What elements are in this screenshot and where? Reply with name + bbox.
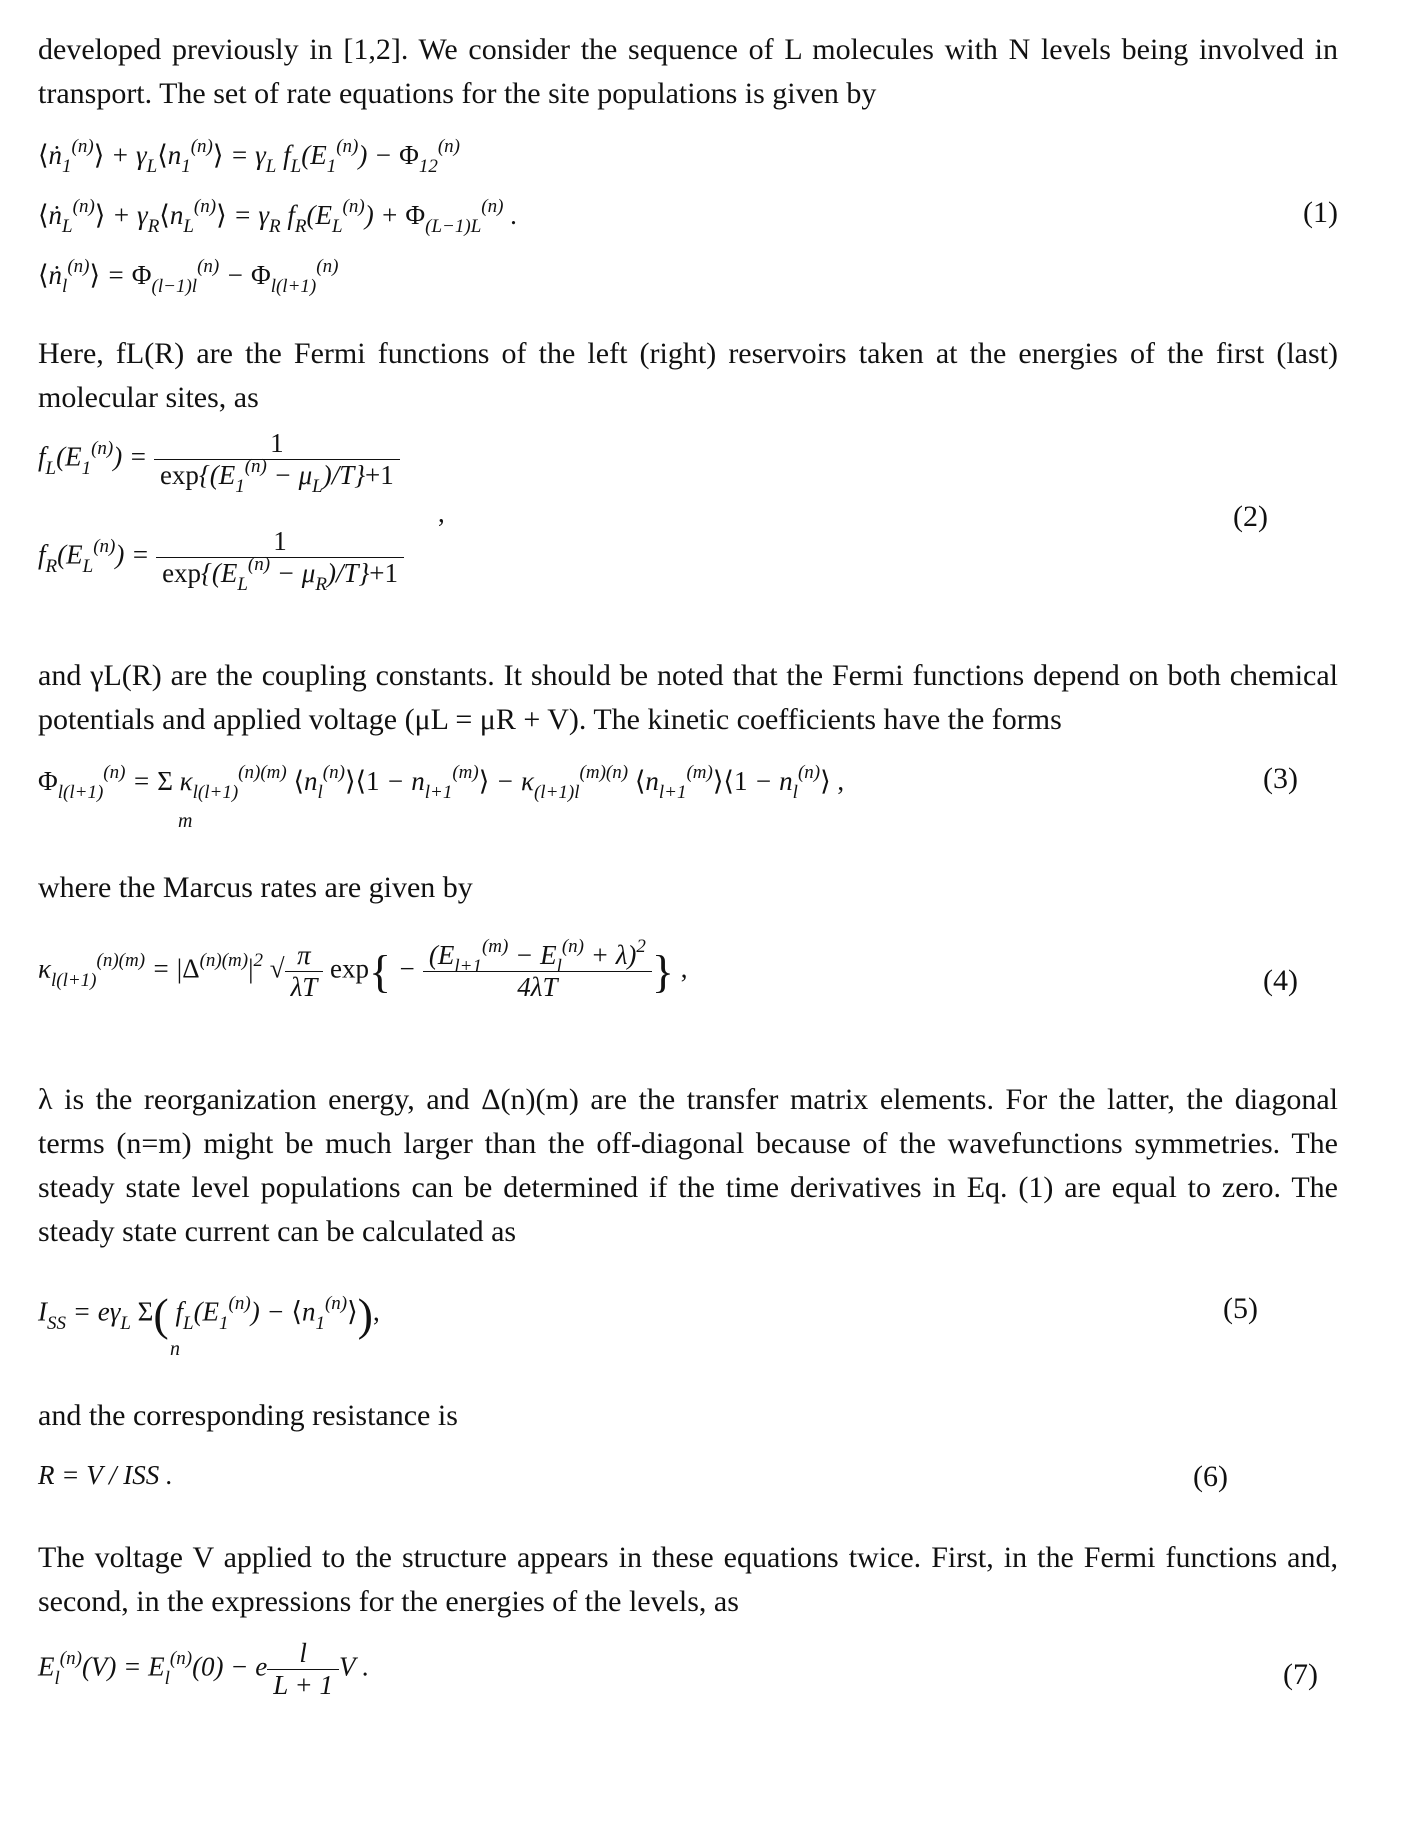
equation-6-body: R = V / ISS . [38,1460,173,1490]
equation-6 [38,1446,1338,1522]
equation-2-comma: , [438,498,445,528]
equation-5-number: (5) [1223,1292,1258,1325]
equation-3 [38,752,1338,852]
equation-1-number: (1) [1303,196,1338,229]
equation-2 [38,428,1338,628]
paragraph-intro: developed previously in [1,2]. We consider the sequence of L molecules with N levels being involved in transport. The set of rate equations for the site populations is given by [38,33,1338,110]
paragraph-fermi: Here, fL(R) are the Fermi functions of the left (right) reservoirs taken at the energies of the first (last) molecular sites, as [38,337,1338,414]
equation-7-body: $E_l^{(n)}(V) = E_l^{(n)}(0) - e$ $\frac{l}{L + 1}$ V . [38,1638,369,1700]
paper-page [38,28,1338,1730]
equation-2-line-2: $f_R(E_L^{(n)})$ = $\frac{1}{\exp\{(E_L^{(n)} - \mu_R)/T\}+1}$ [38,526,404,589]
equation-1-line-1: ⟨ṅ$_1^{(n)}$⟩ + $\gamma_L⟨n_1^{(n)}⟩ = \gamma_L$ $f_L(E_1^{(n)}) - \Phi_{12}^{(n)}$ [38,136,460,177]
equation-5-body: $I_{SS} = e\gamma_L$ Σ( $f_L(E_1^{(n)})$ − $⟨n_1^{(n)}⟩$), [38,1289,380,1340]
equation-5 [38,1266,1338,1376]
equation-2-number: (2) [1233,500,1268,533]
equation-1 [38,122,1338,312]
equation-5-sum-index: n [170,1338,180,1360]
equation-1-line-2: ⟨ṅ$_L^{(n)}$⟩ + $\gamma_R⟨n_L^{(n)}⟩ = \gamma_R$ $f_R(E_L^{(n)}) + \Phi_{(L-1)L}^{(n)}$ . [38,196,517,237]
equation-6-number: (6) [1193,1460,1228,1493]
equation-4-number: (4) [1263,964,1298,997]
paragraph-reorganization: λ is the reorganization energy, and Δ(n)(m) are the transfer matrix elements. For the latter, the diagonal terms (n=m) might be much larger than the off-diagonal because of the wavefunctions symmetries. The steady state level populations can be determined if the time derivatives in Eq. (1) are equal to zero. The steady state current can be calculated as [38,1083,1338,1248]
paragraph-coupling: and γL(R) are the coupling constants. It should be noted that the Fermi functions depend on both chemical potentials and applied voltage (μL = μR + V). The kinetic coefficients have the forms [38,659,1338,736]
equation-7 [38,1634,1338,1730]
equation-1-line-3: ⟨ṅ$_l^{(n)}$⟩ = $\Phi_{(l-1)l}^{(n)} - \Phi_{l(l+1)}^{(n)}$ [38,256,339,297]
equation-7-number: (7) [1283,1658,1318,1691]
paragraph-voltage: The voltage V applied to the structure appears in these equations twice. First, in the Fermi functions and, second, in the expressions for the energies of the levels, as [38,1541,1338,1618]
paragraph-resistance: and the corresponding resistance is [38,1399,458,1432]
equation-3-number: (3) [1263,762,1298,795]
equation-2-line-1: $f_L(E_1^{(n)})$ = $\frac{1}{\exp\{(E_1^{(n)} - \mu_L)/T\}+1}$ [38,428,400,491]
equation-3-sum-index: m [178,810,193,832]
equation-4 [38,920,1338,1060]
equation-3-body: $\Phi_{l(l+1)}^{(n)} = \Sigma$ $\kappa_{l(l+1)}^{(n)(m)}$ $⟨n_l^{(n)}⟩⟨1$ − $n_{l+1}^{(m)}⟩ - \kappa_{(l+1)l}^{(m)(n)}$ $⟨n_{l+1}^{(m)}⟩⟨1$ − $n_l^{(n)}⟩$ , [38,762,845,803]
equation-4-body: $\kappa_{l(l+1)}^{(n)(m)} = |\Delta^{(n)(m)}|^2$ √ $\frac{\pi}{\lambda T}$ exp{ − $\frac{(E_{l+1}^{(m)} - E_l^{(n)} + \lambda)^2}{4\lambda T}$ } , [38,936,688,1002]
paragraph-marcus: where the Marcus rates are given by [38,871,473,904]
